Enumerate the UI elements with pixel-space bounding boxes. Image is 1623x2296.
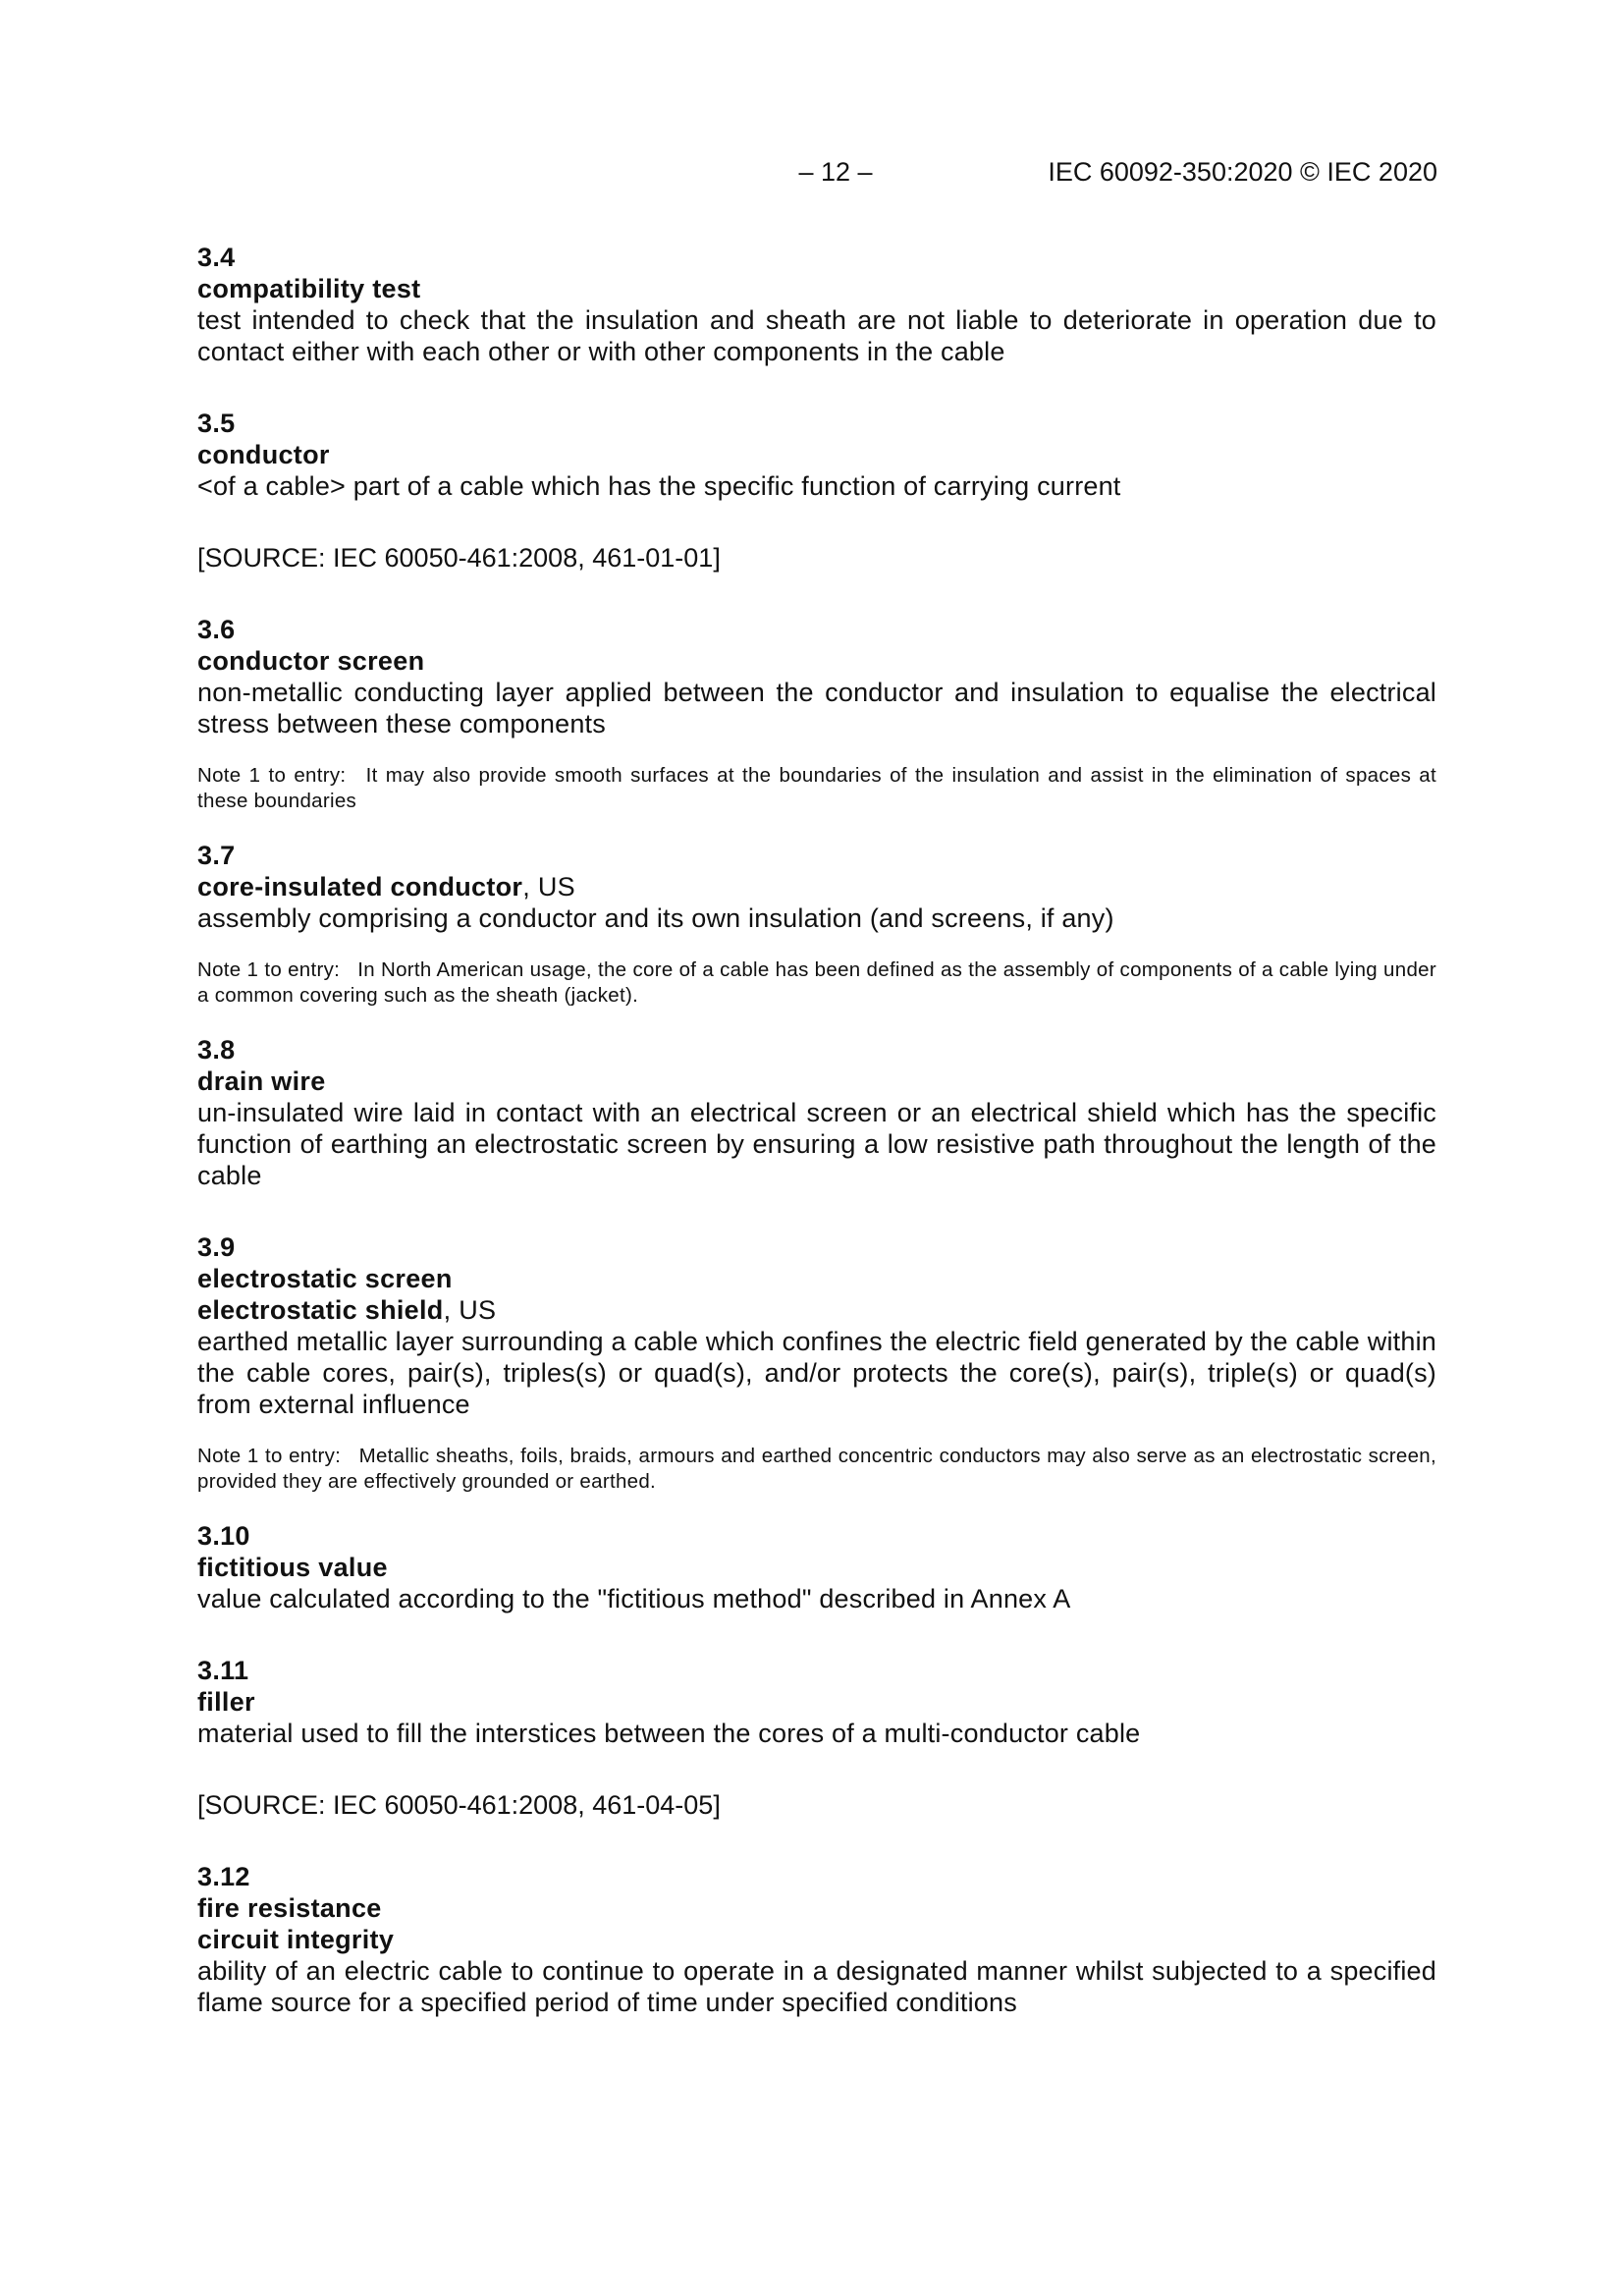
entry-definition: value calculated according to the "fictitious method" described in Annex A (197, 1584, 1071, 1613)
term-entry-3-6 (197, 614, 1436, 814)
entry-term: fire resistance (197, 1893, 382, 1923)
entry-note (197, 1444, 1436, 1495)
entry-term: fictitious value (197, 1553, 388, 1582)
document-id: IEC 60092-350:2020 © IEC 2020 (1048, 157, 1437, 187)
entry-definition: <of a cable> part of a cable which has the specific function of carrying current (197, 471, 1121, 501)
entry-number: 3.7 (197, 841, 236, 870)
entry-term: core-insulated conductor (197, 872, 523, 902)
term-entry-3-4 (197, 242, 1436, 367)
entry-definition: earthed metallic layer surrounding a cable which confines the electric field generated by the cable within the cable cores, pair(s), triples(s) or quad(s), and/or protects the core(s), pair(s), triple(s) or quad(s) from external influence (197, 1327, 1436, 1419)
term-entry-3-5 (197, 408, 1436, 574)
page-header (0, 157, 1623, 196)
entry-term: compatibility test (197, 274, 421, 303)
entry-definition: test intended to check that the insulation and sheath are not liable to deteriorate in operation due to contact either with each other or with other components in the cable (197, 305, 1436, 366)
entry-definition: assembly comprising a conductor and its own insulation (and screens, if any) (197, 903, 1114, 933)
entry-term: electrostatic screen (197, 1264, 453, 1293)
note-text: In North American usage, the core of a cable has been defined as the assembly of components of a cable lying under a common covering such as the sheath (jacket). (197, 958, 1436, 1007)
entry-term: drain wire (197, 1066, 326, 1096)
entry-source: [SOURCE: IEC 60050-461:2008, 461-01-01] (197, 543, 721, 573)
page-number: – 12 – (798, 157, 873, 187)
entry-term-alt: electrostatic shield (197, 1295, 444, 1325)
note-text: Metallic sheaths, foils, braids, armours and earthed concentric conductors may also serve as an electrostatic screen, provided they are effectively grounded or earthed. (197, 1445, 1436, 1493)
entry-number: 3.11 (197, 1656, 249, 1685)
entry-number: 3.12 (197, 1862, 250, 1891)
entry-definition: material used to fill the interstices between the cores of a multi-conductor cable (197, 1719, 1141, 1748)
entry-note (197, 763, 1436, 814)
entry-source: [SOURCE: IEC 60050-461:2008, 461-04-05] (197, 1790, 721, 1820)
entry-number: 3.9 (197, 1232, 236, 1262)
entry-term: conductor (197, 440, 330, 469)
note-lead: Note 1 to entry: (197, 764, 347, 787)
term-qualifier: , US (522, 872, 575, 902)
page-content (197, 242, 1436, 2018)
entry-term-alt: circuit integrity (197, 1925, 395, 1954)
entry-definition: non-metallic conducting layer applied between the conductor and insulation to equalise the electrical stress between these components (197, 678, 1436, 738)
term-entry-3-9 (197, 1231, 1436, 1495)
entry-term-line (197, 871, 1436, 902)
entry-term-alt-line (197, 1294, 1436, 1326)
entry-definition: ability of an electric cable to continue to operate in a designated manner whilst subjected to a specified flame source for a specified period of time under specified conditions (197, 1956, 1436, 2017)
note-text: It may also provide smooth surfaces at the boundaries of the insulation and assist in the elimination of spaces at these boundaries (197, 764, 1436, 812)
term-entry-3-12 (197, 1861, 1436, 2018)
term-entry-3-10 (197, 1520, 1436, 1614)
note-lead: Note 1 to entry: (197, 958, 341, 981)
entry-term: conductor screen (197, 646, 425, 676)
term-entry-3-8 (197, 1034, 1436, 1191)
entry-definition: un-insulated wire laid in contact with an electrical screen or an electrical shield which has the specific function of earthing an electrostatic screen by ensuring a low resistive path throughout the length of the cable (197, 1098, 1436, 1190)
entry-term: filler (197, 1687, 255, 1717)
term-entry-3-7 (197, 840, 1436, 1009)
entry-note (197, 957, 1436, 1009)
entry-number: 3.5 (197, 409, 236, 438)
entry-number: 3.4 (197, 243, 236, 272)
entry-number: 3.8 (197, 1035, 236, 1065)
entry-number: 3.6 (197, 615, 236, 644)
note-lead: Note 1 to entry: (197, 1445, 342, 1467)
entry-number: 3.10 (197, 1521, 250, 1551)
term-entry-3-11 (197, 1655, 1436, 1821)
term-qualifier: , US (443, 1295, 497, 1325)
